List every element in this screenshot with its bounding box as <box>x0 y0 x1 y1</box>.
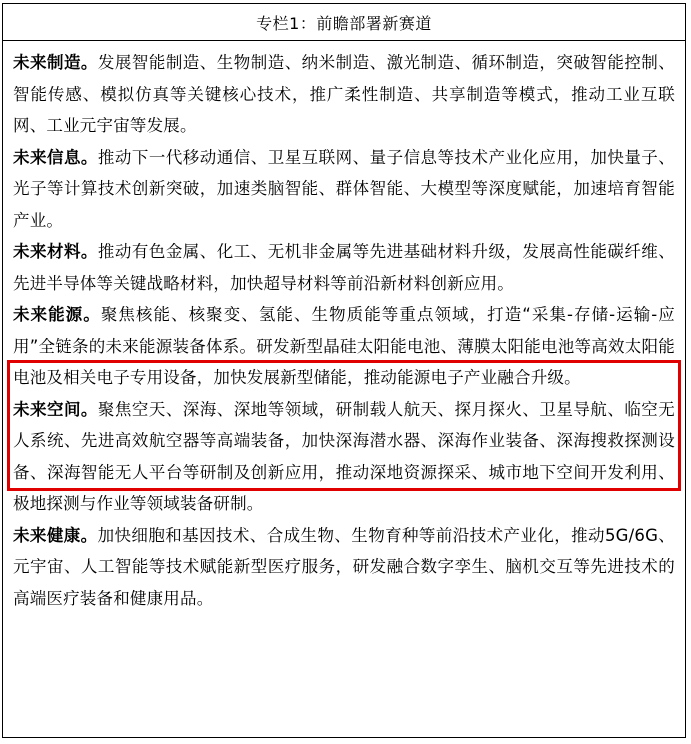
section-future-manufacturing <box>13 47 675 142</box>
section-future-materials <box>13 236 675 299</box>
section-heading: 未来材料。 <box>13 242 98 261</box>
section-body: 推动下一代移动通信、卫星互联网、量子信息等技术产业化应用，加快量子、光子等计算技术创新突破，加速类脑智能、群体智能、大模型等深度赋能，加速培育智能产业。 <box>13 147 675 230</box>
section-body: 聚焦核能、核聚变、氢能、生物质能等重点领域，打造“采集-存储-运输-应用”全链条的未来能源装备体系。研发新型晶硅太阳能电池、薄膜太阳能电池等高效太阳能电池及相关电子专用设备，加快发展新型储能，推动能源电子产业融合升级。 <box>13 305 675 387</box>
section-heading: 未来制造。 <box>13 53 98 72</box>
section-heading: 未来空间。 <box>13 399 98 419</box>
section-future-energy <box>13 299 675 394</box>
section-body: 发展智能制造、生物制造、纳米制造、激光制造、循环制造，突破智能控制、智能传感、模拟仿真等关键核心技术，推广柔性制造、共享制造等模式，推动工业互联网、工业元宇宙等发展。 <box>13 53 675 135</box>
section-heading: 未来健康。 <box>13 525 98 545</box>
section-body: 加快细胞和基因技术、合成生物、生物育种等前沿技术产业化，推动5G/6G、元宇宙、人工智能等技术赋能新型医疗服务，研发融合数字孪生、脑机交互等先进技术的高端医疗装备和健康用品。 <box>13 525 676 608</box>
section-body: 聚焦空天、深海、深地等领域，研制载人航天、探月探火、卫星导航、临空无人系统、先进高效航空器等高端装备，加快深海潜水器、深海作业装备、深海搜救探测设备、深海智能无人平台等研制及创新应用，推动深地资源探采、城市地下空间开发利用、极地探测与作业等领域装备研制。 <box>13 399 675 513</box>
section-future-information <box>13 142 675 237</box>
column-title: 专栏1：前瞻部署新赛道 <box>3 4 685 41</box>
section-future-space <box>13 394 675 520</box>
section-future-health <box>13 520 675 615</box>
column-content <box>3 41 685 614</box>
section-body: 推动有色金属、化工、无机非金属等先进基础材料升级，发展高性能碳纤维、先进半导体等关键战略材料，加快超导材料等前沿新材料创新应用。 <box>13 242 675 293</box>
section-heading: 未来能源。 <box>13 305 101 324</box>
section-heading: 未来信息。 <box>13 147 98 167</box>
column-box <box>2 3 686 738</box>
